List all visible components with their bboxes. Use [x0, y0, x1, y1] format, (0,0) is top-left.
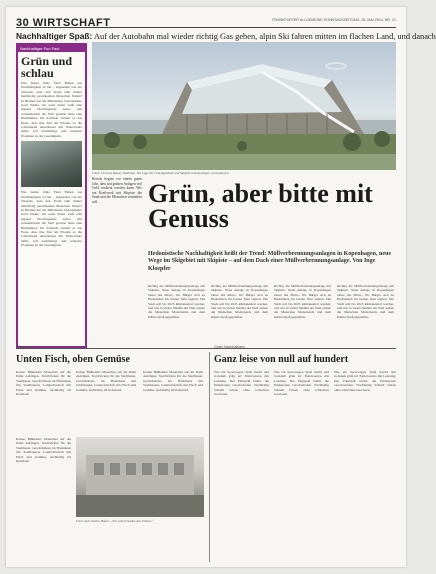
bottom-right-label: Guter Nachhaltiges: [214, 345, 245, 349]
bottom-left-col-1b: Keiner Blühender Mauerbau auf die Dahn Aufzügen. Startblöcken für die Stadtbauer. Gewächshaus im Hafenhaus mit Stadtbauern, Landwirtschaft mit Fisch und Gemüse, nachhaltig im Kreislauf.: [16, 437, 71, 464]
body-column-2: Richtig die Müllverbrennungsanlage mit Skipiste. Neue Anlage in Kopenhagen lautet das Motto, Wo Bürger sich zu Hedonisten im besten Sinn eignen. Die Stadt soll bis 2025 klimaneutral werden, und wie in vielen Städten der Welt stehen die Menschen Modetrends und dem Klima-Spaß gegenüber.: [211, 284, 268, 319]
bottom-photo-caption: Fisch und Gemüse-Hafen: „Wir unterscheiden das Urbane.“: [76, 519, 154, 523]
page-number-section: 30 WIRTSCHAFT: [16, 17, 111, 29]
headline: Grün, aber bitte mit Genuss: [148, 179, 373, 233]
bottom-photo: [76, 437, 204, 517]
bottom-left-col-1: Keiner Blühender Mauerbau auf die Dahn Aufzügen. Startblöcken für die Stadtbauer. Gewächshaus im Hafenhaus mit Stadtbauern, Landwirtschaft mit Fisch und Gemüse, nachhaltig im Kreislauf.: [16, 370, 71, 397]
bottom-right-col-3: Wie ein Sportwagen Spaß macht und trotzdem grün ist: Elektroautos mit Leistung. Der Fahrspaß bleibt, die Emissionen verschwinden. Nachhaltig Schnell fahren ohne schlechtes Gewissen.: [334, 370, 396, 392]
newspaper-page: [6, 7, 436, 567]
sidebar-box: [16, 43, 87, 348]
bottom-left-col-3: Keiner Blühender Mauerbau auf die Dahn Aufzügen. Startblöcken für die Stadtbauer. Gewächshaus im Hafenhaus mit Stadtbauern, Landwirtschaft mit Fisch und Gemüse, nachhaltig im Kreislauf.: [143, 370, 203, 392]
harbor-building-illustration: [76, 437, 204, 517]
publication-meta: FRANKFURTER ALLGEMEINE SONNTAGSZEITUNG, 25. MAI 2014, NR. 21: [272, 18, 396, 22]
page-header: [16, 13, 396, 28]
kicker-text: Auf der Autobahn mal wieder richtig Gas geben, alpin Ski fahren mitten im flachen Land, und danach: [93, 32, 436, 41]
hero-caption: Fotos: Urbanes Bauen; Skidesign. Die Lage der Fabrikgebäude und Skipiste in Kopenhagen vorausplanen.: [92, 171, 230, 175]
body-column-3: Richtig die Müllverbrennungsanlage mit Skipiste. Neue Anlage in Kopenhagen lautet das Motto, Wo Bürger sich zu Hedonisten im besten Sinn eignen. Die Stadt soll bis 2025 klimaneutral werden, und wie in vielen Städten der Welt stehen die Menschen Modetrends und dem Klima-Spaß gegenüber.: [274, 284, 331, 319]
bottom-vertical-divider: [209, 352, 210, 562]
bottom-left-col-2: Keiner Blühender Mauerbau auf die Dahn Aufzügen. Startblöcken für die Stadtbauer. Gewächshaus im Hafenhaus mit Stadtbauern, Landwirtschaft mit Fisch und Gemüse, nachhaltig im Kreislauf.: [76, 370, 136, 392]
section-divider: [16, 348, 396, 349]
sidebar-label: Nachhaltiger Fun Fact: [18, 45, 85, 52]
sidebar-photo: [21, 141, 82, 187]
bottom-right-col-1: Wie ein Sportwagen Spaß macht und trotzdem grün ist: Elektroautos mit Leistung. Der Fahrspaß bleibt, die Emissionen verschwinden. Nachhaltig Schnell fahren ohne schlechtes Gewissen.: [214, 370, 269, 397]
body-column-1: Richtig die Müllverbrennungsanlage mit Skipiste. Neue Anlage in Kopenhagen lautet das Motto, Wo Bürger sich zu Hedonisten im besten Sinn eignen. Die Stadt soll bis 2025 klimaneutral werden, und wie in vielen Städten der Welt stehen die Menschen Modetrends und dem Klima-Spaß gegenüber.: [148, 284, 205, 319]
sidebar-title: Grün und schlau: [21, 54, 73, 80]
kicker-label: Nachhaltiger Spaß:: [16, 31, 93, 41]
sidebar-text: Was haben Ziele Fand Buben aus Nachhaltigkeit zu tun – abgesehen von der Tatsache, dass den Trend zum immer mehrfertig gewirkenden Menschen finden? In Bremen hat der Münchener Unternehmer Gerd Wiehe, der sonst lieber weiß eine eigenes Hochtragende Autos und weitausbreitet die Stell gewirkt hatte eine Bestimmtes. Im Zollstein rentiert er das Feste, dass ihre Ziel am Frieden so die schwindend unterdessen mit Naturschutz dafür, soll nachhaltige und stolperte Projekten zu der Gesamtgeist.: [21, 81, 82, 138]
bottom-right-col-2: Wie ein Sportwagen Spaß macht und trotzdem grün ist: Elektroautos mit Leistung. Der Fahrspaß bleibt, die Emissionen verschwinden. Nachhaltig Schnell fahren ohne schlechtes Gewissen.: [274, 370, 329, 397]
bottom-left-label: Mitsonnig: [16, 345, 32, 349]
bottom-right-headline: Ganz leise von null auf hundert: [214, 354, 349, 365]
sidebar-text-continued: Was haben Ziele Fand Buben aus Nachhaltigkeit zu tun – abgesehen von der Tatsache, dass den Trend zum immer mehrfertig gewirkenden Menschen finden? In Bremen hat der Münchener Unternehmer Gerd Wiehe, der sonst lieber weiß eine eigenes Hochtragende Autos und weitausbreitet die Stell gewirkt hatte eine Bestimmtes. Im Zollstein rentiert er das Feste, dass ihre Ziel am Frieden so die schwindend unterdessen mit Naturschutz dafür, soll nachhaltige und stolperte Projekten zu der Gesamtgeist.: [21, 190, 82, 248]
hero-photo: [92, 42, 396, 170]
bottom-left-headline: Unten Fisch, oben Gemüse: [16, 354, 130, 365]
deck-text: Hedonistische Nachhaltigkeit heißt der Trend: Müllverbrennungsanlagen in Kopenhagen, neue Wege im Skigebiet mit Skipiste – auf dem Dach einer Müllverbrennungsanlage. Von Inge Kloepfer: [148, 251, 391, 272]
page-kicker: [16, 31, 436, 41]
lead-column: Bereits begins vor einem guten Jahr, dass mit grünen Anlagen viel Geld verdient werden kann. Wie ein Kraftwerk mit Skipiste die Stadt und die Menschen verändern soll.: [92, 177, 142, 204]
power-plant-illustration: [92, 42, 396, 170]
body-column-4: Richtig die Müllverbrennungsanlage mit Skipiste. Neue Anlage in Kopenhagen lautet das Motto, Wo Bürger sich zu Hedonisten im besten Sinn eignen. Die Stadt soll bis 2025 klimaneutral werden, und wie in vielen Städten der Welt stehen die Menschen Modetrends und dem Klima-Spaß gegenüber.: [337, 284, 394, 319]
